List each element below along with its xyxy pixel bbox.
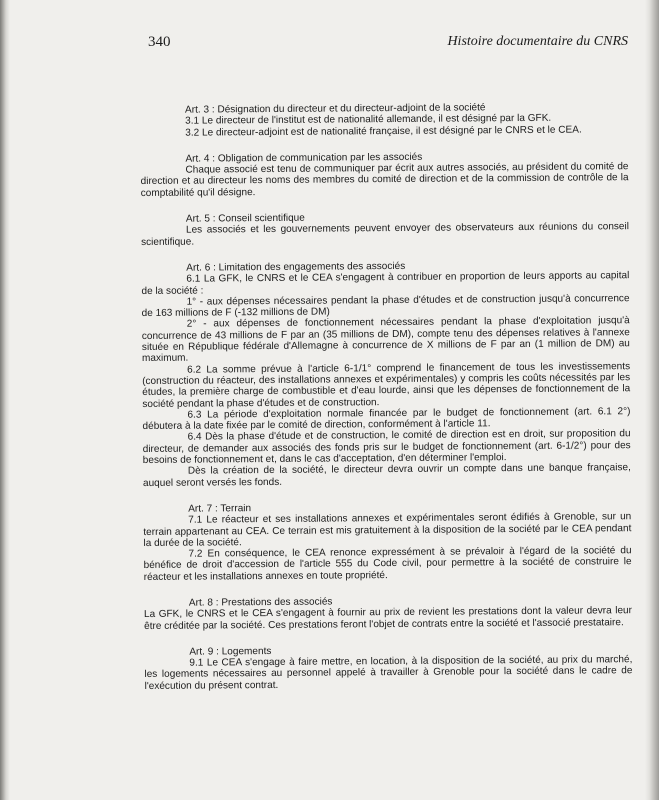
article-7	[143, 500, 632, 583]
article-9	[144, 643, 632, 692]
article-heading: Art. 9 : Logements	[189, 645, 272, 658]
paragraph: 6.2 La somme prévue à l'article 6-1/1° comprend le financement de tous les investissements (construction du réacteur, des installations annexes et expérimentales) y compris les coûts nécessités par les études, la première charge de combustible et d'eau lourde, ainsi que les dépenses de fonctionnement de la société pendant la phase d'études et de construction.	[142, 360, 631, 410]
article-6	[141, 259, 631, 489]
article-4	[140, 150, 628, 199]
paragraph: La GFK, le CNRS et le CEA s'engagent à fournir au prix de revient les prestations dont la valeur devra leur être créditée par la société. Ces prestations feront l'objet de contrats entre la société et l'associé prestataire.	[143, 605, 633, 632]
article-heading: Art. 3 : Désignation du directeur et du directeur-adjoint de la société	[184, 102, 486, 116]
running-title: Histoire documentaire du CNRS	[447, 34, 628, 49]
article-heading: Art. 4 : Obligation de communication par les associés	[185, 151, 423, 165]
paragraph: 7.1 Le réacteur et ses installations annexes et expérimentales seront édifiés à Grenoble, sur un terrain appartenant au CEA. Ce terrain est mis gratuitement à la disposition de la société par le CEA pendant la durée de la société.	[143, 511, 632, 549]
article-8	[144, 594, 632, 632]
article-heading: Art. 6 : Limitation des engagements des associés	[186, 260, 406, 274]
paragraph: 3.2 Le directeur-adjoint est de nationalité française, il est désigné par le CNRS et le CEA.	[185, 124, 582, 139]
article-5	[141, 210, 629, 248]
paragraph: 7.2 En conséquence, le CEA renonce expressément à se prévaloir à l'égard de la société du bénéfice de droit d'accession de l'article 555 du Code civil, pour permettre à la société de construire le réacteur et les installations annexes en toute propriété.	[143, 545, 632, 583]
paragraph: Dès la création de la société, le directeur devra ouvrir un compte dans une banque française, auquel seront versés les fonds.	[142, 462, 631, 489]
paragraph: 9.1 Le CEA s'engage à faire mettre, en location, à la disposition de la société, au prix du marché, les logements nécessaires au personnel appelé à travailler à Grenoble pour la société dans le cadre de l'exécution du présent contrat.	[144, 654, 633, 692]
paragraph: 1° - aux dépenses nécessaires pendant la phase d'études et de construction jusqu'à concurrence de 163 millions de F (-132 millions de DM)	[141, 293, 630, 320]
page-number: 340	[148, 34, 171, 50]
paragraph: 6.4 Dès la phase d'étude et de construction, le comité de direction est en droit, sur proposition du directeur, de demander aux associés des fonds pris sur le budget de fonctionnement (art. 6-1/2°) pour des besoins de fonctionnement et, dans le cas d'acceptation, d'en déterminer l'emploi.	[142, 428, 631, 467]
paragraph: Les associés et les gouvernements peuvent envoyer des observateurs aux réunions du conseil scientifique.	[141, 221, 630, 248]
paragraph: 2° - aux dépenses de fonctionnement nécessaires pendant la phase d'exploitation jusqu'à concurrence de 43 millions de F par an (35 millions de DM), compte tenu des dépenses relatives à l'annexe située en République fédérale d'Allemagne à concurrence de X millions de F par an (1 million de DM) au maximum.	[141, 315, 630, 365]
paragraph: 6.3 La période d'exploitation normale financée par le budget de fonctionnement (art. 6.1 2°) débutera à la date fixée par le comité de direction, conformément à l'article 11.	[142, 405, 631, 433]
article-heading: Art. 7 : Terrain	[188, 503, 252, 515]
article-body	[140, 101, 633, 707]
page-edge-shadow-left	[0, 0, 10, 800]
paragraph: 3.1 Le directeur de l'institut est de nationalité allemande, il est désigné par la GFK.	[185, 113, 552, 127]
page-header	[148, 34, 628, 54]
article-3	[140, 101, 628, 139]
article-heading: Art. 8 : Prestations des associés	[188, 596, 333, 609]
page-edge-shadow-right	[645, 0, 659, 800]
paragraph: Chaque associé est tenu de communiquer par écrit aux autres associés, au président du comité de direction et au directeur les noms des membres du comité de direction et de la commission de contrôle de la comptabilité qu'il désigne.	[140, 161, 629, 199]
article-heading: Art. 5 : Conseil scientifique	[185, 212, 305, 225]
paragraph: 6.1 La GFK, le CNRS et le CEA s'engagent à contribuer en proportion de leurs apports au capital de la société :	[141, 270, 630, 297]
